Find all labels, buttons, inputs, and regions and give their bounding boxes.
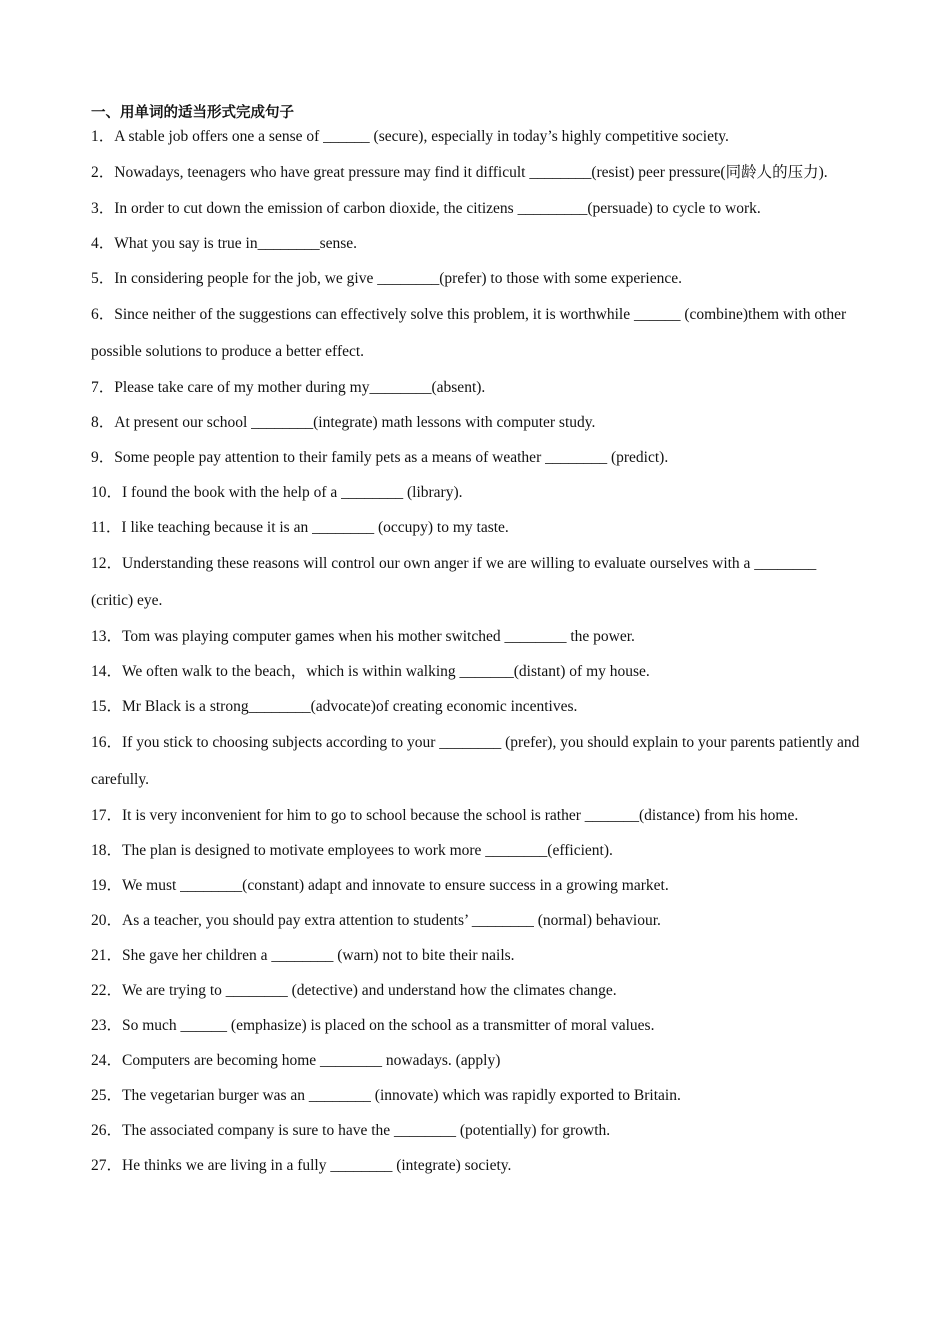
question-12: 12．Understanding these reasons will control our own anger if we are willing to evaluate ourselves with a ________ (critic) eye. [91, 555, 817, 609]
question-24: 24．Computers are becoming home ________ nowadays. (apply) [91, 1052, 501, 1069]
question-27: 27．He thinks we are living in a fully ________ (integrate) society. [91, 1157, 512, 1174]
question-8: 8．At present our school ________(integrate) math lessons with computer study. [91, 414, 596, 431]
question-14: 14．We often walk to the beach，which is within walking _______(distant) of my house. [91, 663, 650, 680]
question-7: 7．Please take care of my mother during my________(absent). [91, 379, 486, 396]
question-6: 6．Since neither of the suggestions can effectively solve this problem, it is worthwhile ______ (combine)them with other possible solutions to produce a better effect. [91, 306, 847, 360]
question-10: 10．I found the book with the help of a ________ (library). [91, 484, 463, 501]
question-11: 11．I like teaching because it is an ________ (occupy) to my taste. [91, 519, 509, 536]
worksheet-page [91, 101, 861, 1183]
question-1: 1．A stable job offers one a sense of ______ (secure), especially in today’s highly competitive society. [91, 128, 729, 145]
question-25: 25．The vegetarian burger was an ________ (innovate) which was rapidly exported to Britain. [91, 1087, 681, 1104]
question-4: 4．What you say is true in________sense. [91, 235, 358, 252]
section-title: 一、用单词的适当形式完成句子 [91, 105, 294, 121]
question-19: 19．We must ________(constant) adapt and innovate to ensure success in a growing market. [91, 877, 669, 894]
question-23: 23．So much ______ (emphasize) is placed on the school as a transmitter of moral values. [91, 1017, 655, 1034]
question-16: 16．If you stick to choosing subjects according to your ________ (prefer), you should explain to your parents patiently and carefully. [91, 734, 860, 788]
question-5: 5．In considering people for the job, we give ________(prefer) to those with some experience. [91, 270, 682, 287]
question-15: 15．Mr Black is a strong________(advocate)of creating economic incentives. [91, 698, 578, 715]
question-22: 22．We are trying to ________ (detective) and understand how the climates change. [91, 982, 617, 999]
question-9: 9．Some people pay attention to their family pets as a means of weather ________ (predict). [91, 449, 669, 466]
question-21: 21．She gave her children a ________ (warn) not to bite their nails. [91, 947, 515, 964]
question-17: 17．It is very inconvenient for him to go to school because the school is rather _______(distance) from his home. [91, 807, 799, 824]
question-13: 13．Tom was playing computer games when his mother switched ________ the power. [91, 628, 635, 645]
question-18: 18．The plan is designed to motivate employees to work more ________(efficient). [91, 842, 613, 859]
question-3: 3．In order to cut down the emission of carbon dioxide, the citizens _________(persuade) to cycle to work. [91, 200, 761, 217]
question-2: 2．Nowadays, teenagers who have great pressure may find it difficult ________(resist) peer pressure(同龄人的压力). [91, 164, 828, 181]
question-20: 20．As a teacher, you should pay extra attention to students’ ________ (normal) behaviour. [91, 912, 661, 929]
question-26: 26．The associated company is sure to have the ________ (potentially) for growth. [91, 1122, 611, 1139]
